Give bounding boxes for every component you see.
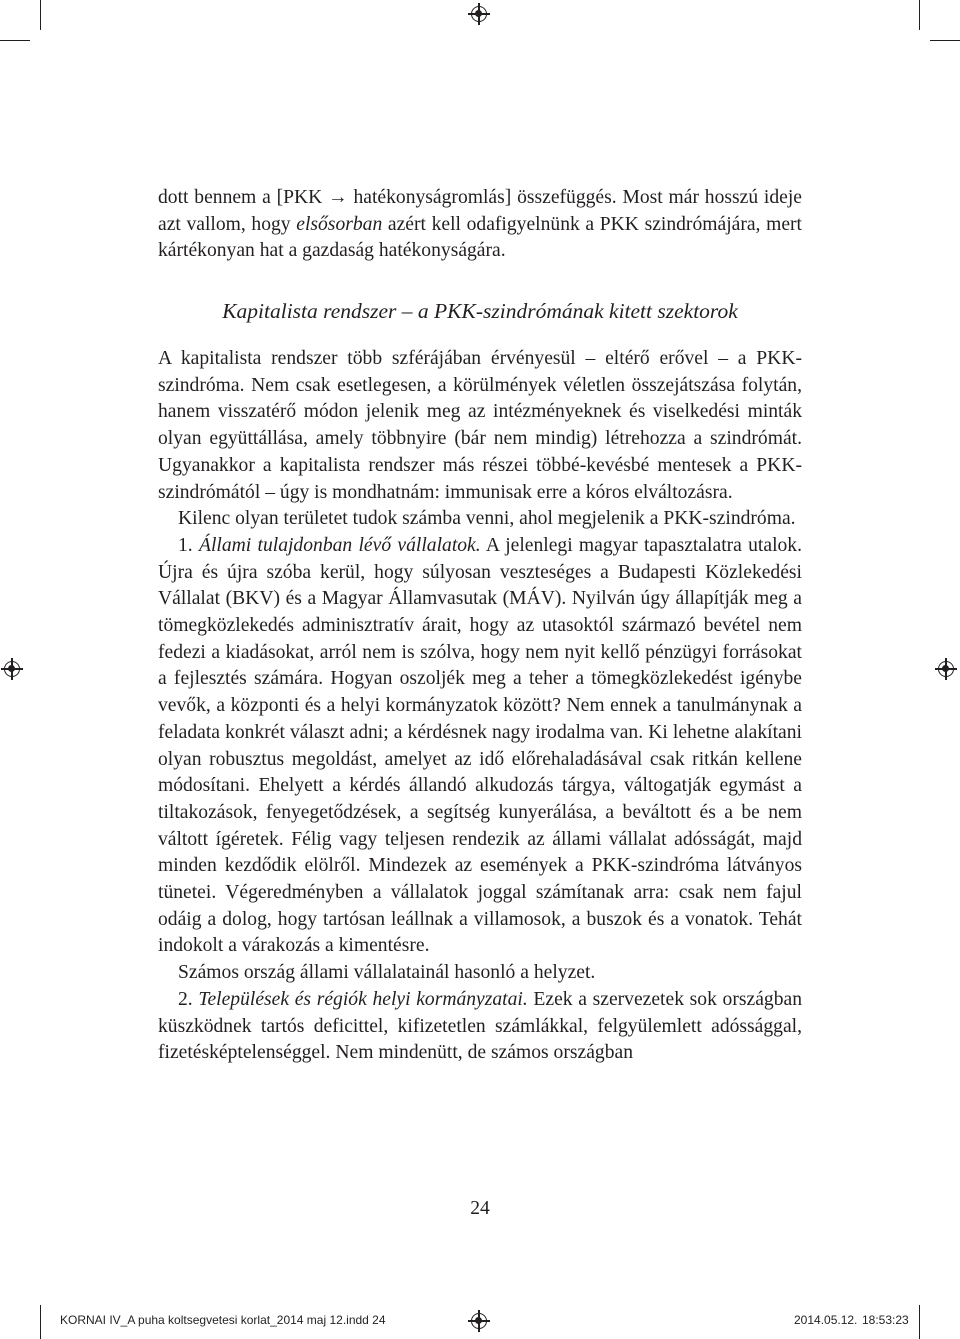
page-number: 24 <box>470 1198 490 1219</box>
crop-mark-top-right-h <box>930 40 960 41</box>
registration-mark-right-icon <box>938 661 954 677</box>
item-1-text: A jelenlegi magyar tapasztalatra utalok. Újra és újra szóba kerül, hogy súlyosan veszteséges a Budapesti Közlekedési Vállalat (BKV) és a Magyar Államvasutak (MÁV). Nyilván úgy állapítják meg a tömegközlekedés adminisztratív árait, hogy az utasoktól származó bevétel nem fedezi a kiadásokat, arról nem is szólva, hogy nem nyit kellő pénzügyi forrásokat a fejlesztés számára. Hogyan oszoljék meg a teher a tömegközlekedést igénybe vevők, a központi és a helyi kormányzatok között? Nem ennek a tanulmánynak a feladata konkrét választ adni; a kérdésnek nagy irodalma van. Ki lehetne alakítani olyan robusztus megoldást, amelyet az idő előrehaladásával csak ritkán kellene módosítani. Ehelyett a kérdés állandó alkudozás tárgya, váltogatják egymást a tiltakozások, fenyegetődzések, a segítség kunyerálása, a beváltott és a be nem váltott ígéretek. Félig vagy teljesen rendezik az állami vállalat adósságát, majd minden kezdődik elölről. Mindezek az események a PKK-szindróma látványos tünetei. Végeredményben a vállalatok joggal számítanak arra: csak nem fajul odáig a dolog, hogy tartósan leállnak a villamosok, a buszok és a vonatok. Tehát indokolt a várakozás a kimentésre. <box>158 534 803 957</box>
paragraph-1: A kapitalista rendszer több szférájában érvényesül – eltérő erővel – a PKK-szindróma. Nem csak esetlegesen, a körülmények véletlen összejátszása folytán, hanem visszatérő módon jelenik meg az intézményeknek és viselkedési minták olyan együttállása, amely többnyire (bár nem mindig) létrehozza a szindrómát. Ugyanakkor a kapitalista rendszer más részei többé-kevésbé mentesek a PKK-szindrómától – úgy is mondhatnám: immunisak erre a kóros elváltozásra. <box>158 348 802 503</box>
intro-emphasis: elsősorban <box>296 213 383 235</box>
paragraph-3 <box>158 533 802 960</box>
registration-mark-left-icon <box>4 661 20 677</box>
item-1-title: Állami tulajdonban lévő vállalatok. <box>198 534 481 556</box>
item-1-number: 1. <box>178 534 199 556</box>
slug-time: 18:53:23 <box>862 1313 909 1327</box>
crop-mark-bottom-left <box>40 1305 41 1339</box>
paragraph-4: Számos ország állami vállalatainál hasonló a helyzet. <box>178 962 596 984</box>
registration-mark-top-icon <box>471 6 487 22</box>
section-heading: Kapitalista rendszer – a PKK-szindrómának kitett szektorok <box>222 299 738 323</box>
paragraph-5 <box>158 987 802 1067</box>
paragraph-2: Kilenc olyan területet tudok számba venni, ahol megjelenik a PKK-szindróma. <box>178 508 796 530</box>
crop-mark-top-right <box>919 0 920 30</box>
section-body <box>158 346 802 1067</box>
crop-mark-top-left-h <box>0 40 30 41</box>
slug-date: 2014.05.12. <box>794 1313 858 1327</box>
item-2-text: Ezek a szervezetek sok országban küszködnek tartós deficittel, kifizetetlen számlákkal, felgyülemlett adóssággal, fizetésképtelenséggel. Nem mindenütt, de számos országban <box>158 988 802 1064</box>
item-2-title: Települések és régiók helyi kormányzatai. <box>198 988 528 1010</box>
slug-file-name: KORNAI IV_A puha koltsegvetesi korlat_2014 maj 12.indd 24 <box>60 1313 386 1327</box>
intro-text-end: azért kell odafigyelnünk a PKK szindrómájára, mert kártékonyan hat a gazdaság hatékonyságára. <box>158 213 802 262</box>
crop-mark-bottom-right <box>919 1305 920 1339</box>
registration-mark-bottom-icon <box>471 1313 487 1329</box>
intro-paragraph <box>158 185 802 265</box>
item-2-number: 2. <box>178 988 199 1010</box>
crop-mark-top-left <box>40 0 41 30</box>
intro-text-start: dott bennem a [PKK → hatékonyságromlás] összefüggés. Most már hosszú ideje azt vallom, hogy <box>158 187 802 235</box>
